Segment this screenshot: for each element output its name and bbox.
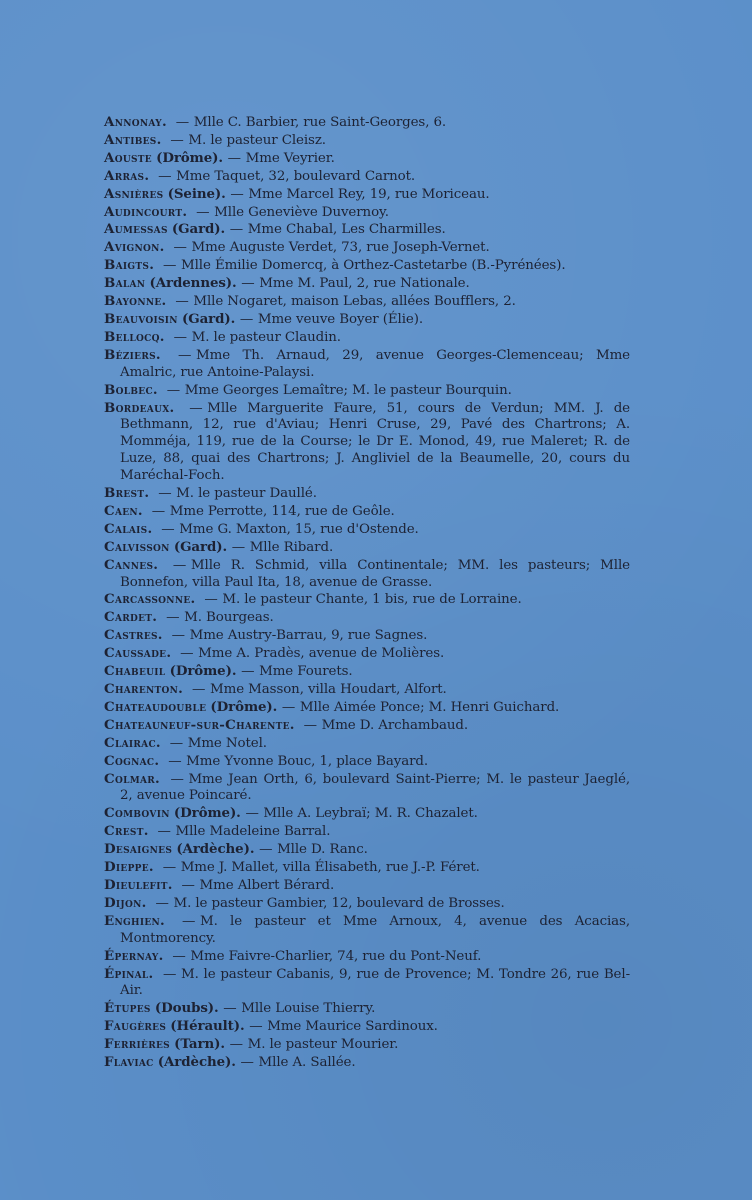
contact-text: Mme Veyrier. bbox=[245, 150, 335, 166]
dash-separator: — bbox=[158, 168, 172, 184]
region-name: (Drôme). bbox=[210, 698, 278, 715]
contact-text: M. Bourgeas. bbox=[184, 610, 274, 626]
list-item bbox=[104, 681, 630, 699]
dash-separator: — bbox=[240, 1055, 254, 1071]
dash-separator: — bbox=[163, 258, 177, 274]
place-name: Aumessas bbox=[104, 221, 168, 238]
place-name: Bayonne. bbox=[104, 293, 167, 310]
place-name: Brest. bbox=[104, 485, 150, 502]
list-item bbox=[104, 1000, 630, 1018]
region-name: (Doubs). bbox=[154, 1000, 219, 1017]
place-name: Chateauneuf-sur-Charente. bbox=[104, 716, 295, 733]
contact-text: Mlle Aimée Ponce; M. Henri Guichard. bbox=[299, 699, 560, 715]
list-item bbox=[104, 627, 630, 645]
dash-separator: — bbox=[170, 771, 184, 787]
place-name: Clairac. bbox=[104, 734, 161, 751]
contact-text: Mlle Émilie Domercq, à Orthez-Castetarbe (B.-Pyrénées). bbox=[181, 258, 566, 274]
contact-text: Mme Th. Arnaud, 29, avenue Georges-Clemenceau; Mme Amalric, rue Antoine-Palaysi. bbox=[120, 347, 630, 380]
contact-text: Mlle Louise Thierry. bbox=[241, 1001, 376, 1017]
dash-separator: — bbox=[166, 382, 181, 398]
place-name: Ferrières bbox=[104, 1036, 170, 1053]
list-item bbox=[104, 823, 630, 841]
contact-text: Mme Faivre-Charlier, 74, rue du Pont-Neuf. bbox=[190, 948, 482, 964]
list-item bbox=[104, 645, 630, 663]
place-name: Caen. bbox=[104, 502, 143, 519]
region-name: (Gard). bbox=[173, 538, 228, 555]
list-item bbox=[104, 485, 630, 503]
contact-text: Mme Austry-Barrau, 9, rue Sagnes. bbox=[189, 628, 428, 644]
list-item bbox=[104, 347, 630, 382]
place-name: Baigts. bbox=[104, 257, 155, 274]
dash-separator: — bbox=[173, 329, 187, 345]
contact-text: Mlle Marguerite Faure, 51, cours de Verdun; MM. J. de Bethmann, 12, rue d'Aviau; Henri Cruse, 29, Pavé des Chartrons; A. Momméja, 119, rue de la Course; le Dr E. Monod, 49, rue Maleret; R. de Luze, 88, quai des Chartrons; J. Angliviel de la Beaumelle, 20, cours du Maréchal-Foch. bbox=[120, 400, 630, 484]
dash-separator: — bbox=[173, 240, 187, 256]
place-name: Calais. bbox=[104, 520, 153, 537]
list-item bbox=[104, 382, 630, 400]
place-name: Épinal. bbox=[104, 965, 154, 982]
place-name: Carcassonne. bbox=[104, 591, 196, 608]
contact-text: Mme Georges Lemaître; M. le pasteur Bourquin. bbox=[184, 382, 512, 398]
contact-text: Mme Perrotte, 114, rue de Geôle. bbox=[169, 503, 395, 519]
contact-text: M. le pasteur Mourier. bbox=[247, 1037, 399, 1053]
address-list bbox=[104, 114, 630, 1072]
dash-separator: — bbox=[151, 503, 166, 519]
contact-text: M. le pasteur Chante, 1 bis, rue de Lorraine. bbox=[222, 592, 522, 608]
dash-separator: — bbox=[158, 486, 172, 502]
list-item bbox=[104, 966, 630, 1001]
place-name: Combovin bbox=[104, 805, 170, 822]
contact-text: Mme Masson, villa Houdart, Alfort. bbox=[209, 682, 447, 697]
dash-separator: — bbox=[157, 824, 171, 840]
region-name: (Gard). bbox=[182, 310, 236, 327]
list-item bbox=[104, 609, 630, 627]
list-item bbox=[104, 699, 630, 717]
region-name: (Drôme). bbox=[169, 663, 237, 680]
dash-separator: — bbox=[181, 877, 195, 893]
dash-separator: — bbox=[162, 860, 176, 876]
list-item bbox=[104, 841, 630, 859]
contact-text: Mme Chabal, Les Charmilles. bbox=[247, 222, 446, 238]
place-name: Étupes bbox=[104, 1000, 151, 1017]
dash-separator: — bbox=[181, 913, 196, 929]
contact-text: M. le pasteur Gambier, 12, boulevard de Brosses. bbox=[173, 895, 505, 911]
region-name: (Seine). bbox=[167, 185, 226, 202]
list-item bbox=[104, 1054, 630, 1072]
dash-separator: — bbox=[175, 294, 189, 310]
list-item bbox=[104, 859, 630, 877]
list-item bbox=[104, 275, 630, 293]
dash-separator: — bbox=[230, 186, 244, 202]
place-name: Annonay. bbox=[104, 114, 167, 130]
place-name: Enghien. bbox=[104, 912, 165, 929]
list-item bbox=[104, 948, 630, 966]
contact-text: M. le pasteur Cleisz. bbox=[188, 132, 326, 148]
contact-text: Mme M. Paul, 2, rue Nationale. bbox=[259, 276, 470, 292]
contact-text: M. le pasteur Cabanis, 9, rue de Provence; M. Tondre 26, rue Bel-Air. bbox=[120, 966, 630, 999]
place-name: Castres. bbox=[104, 627, 163, 644]
list-item bbox=[104, 557, 630, 592]
dash-separator: — bbox=[229, 222, 244, 238]
contact-text: Mlle D. Ranc. bbox=[277, 842, 368, 858]
dash-separator: — bbox=[241, 664, 255, 680]
contact-text: Mlle Madeleine Barral. bbox=[175, 824, 331, 840]
contact-text: Mme veuve Boyer (Élie). bbox=[257, 311, 424, 327]
place-name: Bellocq. bbox=[104, 328, 165, 345]
place-name: Bolbec. bbox=[104, 381, 158, 398]
contact-text: Mlle Ribard. bbox=[249, 539, 334, 555]
dash-separator: — bbox=[204, 592, 218, 608]
contact-text: Mme Notel. bbox=[187, 735, 267, 751]
list-item bbox=[104, 539, 630, 557]
place-name: Dieppe. bbox=[104, 859, 154, 876]
list-item bbox=[104, 239, 630, 257]
place-name: Balan bbox=[104, 275, 146, 292]
list-item bbox=[104, 1018, 630, 1036]
dash-separator: — bbox=[249, 1019, 263, 1035]
place-name: Faugères bbox=[104, 1018, 167, 1035]
region-name: (Drôme). bbox=[173, 805, 241, 822]
place-name: Flaviac bbox=[104, 1054, 154, 1071]
contact-text: Mme Marcel Rey, 19, rue Moriceau. bbox=[248, 186, 490, 202]
dash-separator: — bbox=[161, 521, 175, 537]
place-name: Béziers. bbox=[104, 346, 161, 363]
place-name: Chabeuil bbox=[104, 663, 166, 680]
dash-separator: — bbox=[231, 539, 245, 555]
dash-separator: — bbox=[169, 735, 184, 751]
list-item bbox=[104, 168, 630, 186]
contact-text: Mme G. Maxton, 15, rue d'Ostende. bbox=[179, 521, 419, 537]
dash-separator: — bbox=[171, 628, 185, 644]
contact-text: Mlle A. Sallée. bbox=[258, 1055, 356, 1071]
dash-separator: — bbox=[227, 150, 241, 166]
list-item bbox=[104, 771, 630, 806]
region-name: (Ardèche). bbox=[157, 1054, 236, 1071]
region-name: (Ardennes). bbox=[149, 275, 237, 292]
contact-text: Mme Albert Bérard. bbox=[199, 877, 335, 893]
dash-separator: — bbox=[170, 132, 184, 148]
contact-text: Mme Fourets. bbox=[259, 664, 353, 680]
region-name: (Tarn). bbox=[174, 1036, 225, 1053]
place-name: Calvisson bbox=[104, 538, 170, 555]
place-name: Crest. bbox=[104, 823, 149, 840]
place-name: Beauvoisin bbox=[104, 310, 178, 327]
list-item bbox=[104, 805, 630, 823]
region-name: (Ardèche). bbox=[176, 841, 255, 858]
dash-separator: — bbox=[172, 557, 187, 573]
place-name: Épernay. bbox=[104, 947, 164, 964]
place-name: Cannes. bbox=[104, 556, 159, 573]
dash-separator: — bbox=[223, 1001, 237, 1017]
dash-separator: — bbox=[166, 610, 180, 626]
list-item bbox=[104, 1036, 630, 1054]
list-item bbox=[104, 257, 630, 275]
contact-text: Mlle A. Leybraï; M. R. Chazalet. bbox=[263, 806, 478, 822]
place-name: Desaignes bbox=[104, 841, 173, 858]
dash-separator: — bbox=[168, 753, 182, 769]
contact-text: Mme Maurice Sardinoux. bbox=[267, 1019, 438, 1035]
dash-separator: — bbox=[196, 204, 210, 220]
contact-text: Mme J. Mallet, villa Élisabeth, rue J.-P. Féret. bbox=[180, 860, 480, 876]
list-item bbox=[104, 503, 630, 521]
dash-separator: — bbox=[259, 842, 273, 858]
dash-separator: — bbox=[229, 1037, 243, 1053]
place-name: Cognac. bbox=[104, 752, 160, 769]
place-name: Aouste bbox=[104, 149, 152, 166]
place-name: Antibes. bbox=[104, 131, 162, 148]
dash-separator: — bbox=[245, 806, 259, 822]
list-item bbox=[104, 877, 630, 895]
dash-separator: — bbox=[281, 699, 296, 715]
contact-text: Mme A. Pradès, avenue de Molières. bbox=[198, 646, 445, 662]
place-name: Dieulefit. bbox=[104, 876, 173, 893]
contact-text: Mme Jean Orth, 6, boulevard Saint-Pierre; M. le pasteur Jaeglé, 2, avenue Poincaré. bbox=[120, 771, 630, 804]
list-item bbox=[104, 717, 630, 735]
region-name: (Gard). bbox=[171, 221, 226, 238]
list-item bbox=[104, 913, 630, 948]
list-item bbox=[104, 186, 630, 204]
list-item bbox=[104, 293, 630, 311]
contact-text: M. le pasteur et Mme Arnoux, 4, avenue des Acacias, Montmorency. bbox=[120, 913, 630, 946]
dash-separator: — bbox=[155, 895, 169, 911]
region-name: (Drôme). bbox=[156, 149, 223, 166]
contact-text: Mlle Nogaret, maison Lebas, allées Boufflers, 2. bbox=[193, 294, 516, 310]
contact-text: M. le pasteur Claudin. bbox=[191, 329, 341, 345]
contact-text: Mme Auguste Verdet, 73, rue Joseph-Vernet. bbox=[191, 240, 490, 256]
place-name: Charenton. bbox=[104, 681, 184, 697]
contact-text: Mme Taquet, 32, boulevard Carnot. bbox=[176, 168, 416, 184]
region-name: (Hérault). bbox=[170, 1018, 245, 1035]
list-item bbox=[104, 114, 630, 132]
list-item bbox=[104, 311, 630, 329]
dash-separator: — bbox=[241, 276, 255, 292]
dash-separator: — bbox=[172, 948, 186, 964]
list-item bbox=[104, 400, 630, 486]
list-item bbox=[104, 329, 630, 347]
place-name: Cardet. bbox=[104, 609, 158, 626]
list-item bbox=[104, 735, 630, 753]
dash-separator: — bbox=[189, 400, 203, 416]
dash-separator: — bbox=[178, 347, 192, 363]
contact-text: Mme Yvonne Bouc, 1, place Bayard. bbox=[186, 753, 429, 769]
place-name: Avignon. bbox=[104, 239, 165, 256]
list-item bbox=[104, 521, 630, 539]
dash-separator: — bbox=[162, 966, 177, 982]
list-item bbox=[104, 132, 630, 150]
list-item bbox=[104, 150, 630, 168]
place-name: Asnières bbox=[104, 185, 164, 202]
list-item bbox=[104, 591, 630, 609]
list-item bbox=[104, 204, 630, 222]
place-name: Colmar. bbox=[104, 770, 161, 787]
dash-separator: — bbox=[239, 311, 254, 327]
contact-text: M. le pasteur Daullé. bbox=[176, 486, 317, 502]
place-name: Audincourt. bbox=[104, 203, 188, 220]
place-name: Caussade. bbox=[104, 645, 172, 662]
dash-separator: — bbox=[180, 646, 194, 662]
place-name: Dijon. bbox=[104, 894, 147, 911]
contact-text: Mlle C. Barbier, rue Saint-Georges, 6. bbox=[193, 115, 447, 130]
contact-text: Mme D. Archambaud. bbox=[321, 717, 469, 733]
contact-text: Mlle R. Schmid, villa Continentale; MM. les pasteurs; Mlle Bonnefon, villa Paul Ita, 18, avenue de Grasse. bbox=[120, 557, 630, 590]
dash-separator: — bbox=[303, 717, 317, 733]
list-item bbox=[104, 753, 630, 771]
list-item bbox=[104, 895, 630, 913]
dash-separator: — bbox=[175, 115, 190, 130]
list-item bbox=[104, 221, 630, 239]
contact-text: Mlle Geneviève Duvernoy. bbox=[214, 204, 389, 220]
dash-separator: — bbox=[192, 682, 206, 697]
place-name: Arras. bbox=[104, 167, 150, 184]
list-item bbox=[104, 663, 630, 681]
place-name: Bordeaux. bbox=[104, 399, 175, 416]
place-name: Chateaudouble bbox=[104, 698, 207, 715]
